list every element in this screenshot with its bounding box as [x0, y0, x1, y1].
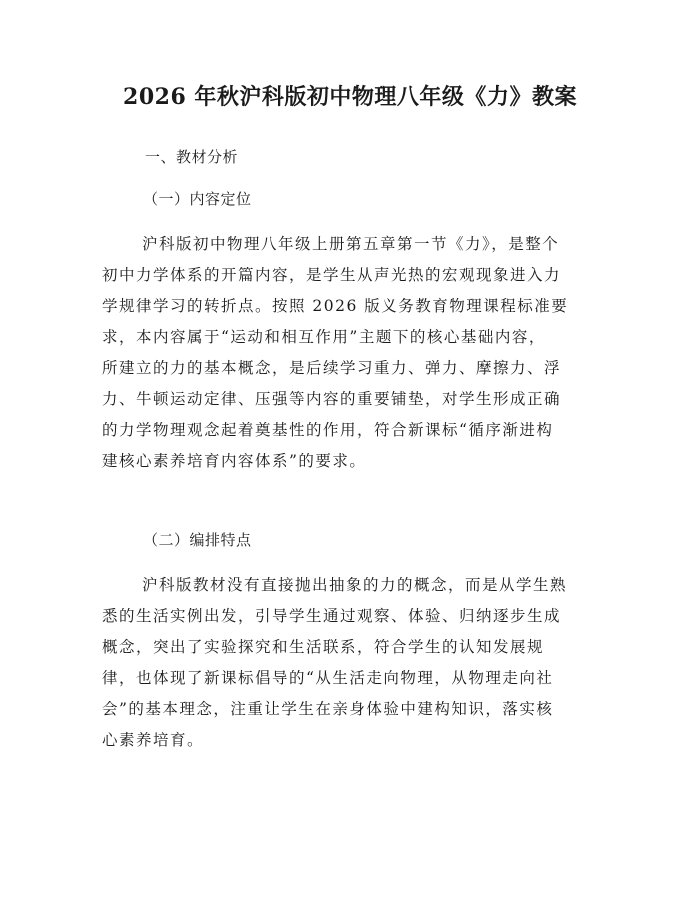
- paragraph-content-positioning: [102, 229, 602, 477]
- paragraph-line: 沪科版初中物理八年级上册第五章第一节《力》，是整个: [142, 235, 560, 253]
- paragraph-line: 心素养培育。: [102, 731, 205, 749]
- section-heading-textbook-analysis: 一、教材分析: [145, 148, 239, 166]
- paragraph-line: 律，也体现了新课标倡导的“从生活走向物理，从物理走向社: [102, 669, 554, 687]
- subsection-heading-content-positioning: （一）内容定位: [143, 190, 252, 208]
- paragraph-line: 沪科版教材没有直接抛出抽象的力的概念，而是从学生熟: [142, 576, 568, 594]
- paragraph-arrangement-features: [102, 570, 602, 756]
- paragraph-line: 求，本内容属于“运动和相互作用”主题下的核心基础内容，: [102, 328, 546, 346]
- paragraph-line: 会”的基本理念，注重让学生在亲身体验中建构知识，落实核: [102, 700, 554, 718]
- paragraph-line: 悉的生活实例出发，引导学生通过观察、体验、归纳逐步生成: [102, 607, 562, 625]
- paragraph-line: 学规律学习的转折点。按照 2026 版义务教育物理课程标准要: [102, 297, 569, 315]
- paragraph-line: 概念，突出了实验探究和生活联系，符合学生的认知发展规: [102, 638, 545, 656]
- paragraph-line: 力、牛顿运动定律、压强等内容的重要铺垫，对学生形成正确: [102, 390, 562, 408]
- subsection-heading-arrangement-features: （二）编排特点: [143, 531, 252, 549]
- paragraph-line: 的力学物理观念起着奠基性的作用，符合新课标“循序渐进构: [102, 421, 554, 439]
- paragraph-line: 所建立的力的基本概念，是后续学习重力、弹力、摩擦力、浮: [102, 359, 562, 377]
- paragraph-line: 初中力学体系的开篇内容，是学生从声光热的宏观现象进入力: [102, 266, 562, 284]
- document-title: 2026 年秋沪科版初中物理八年级《力》教案: [123, 84, 577, 110]
- paragraph-line: 建核心素养培育内容体系”的要求。: [102, 452, 367, 470]
